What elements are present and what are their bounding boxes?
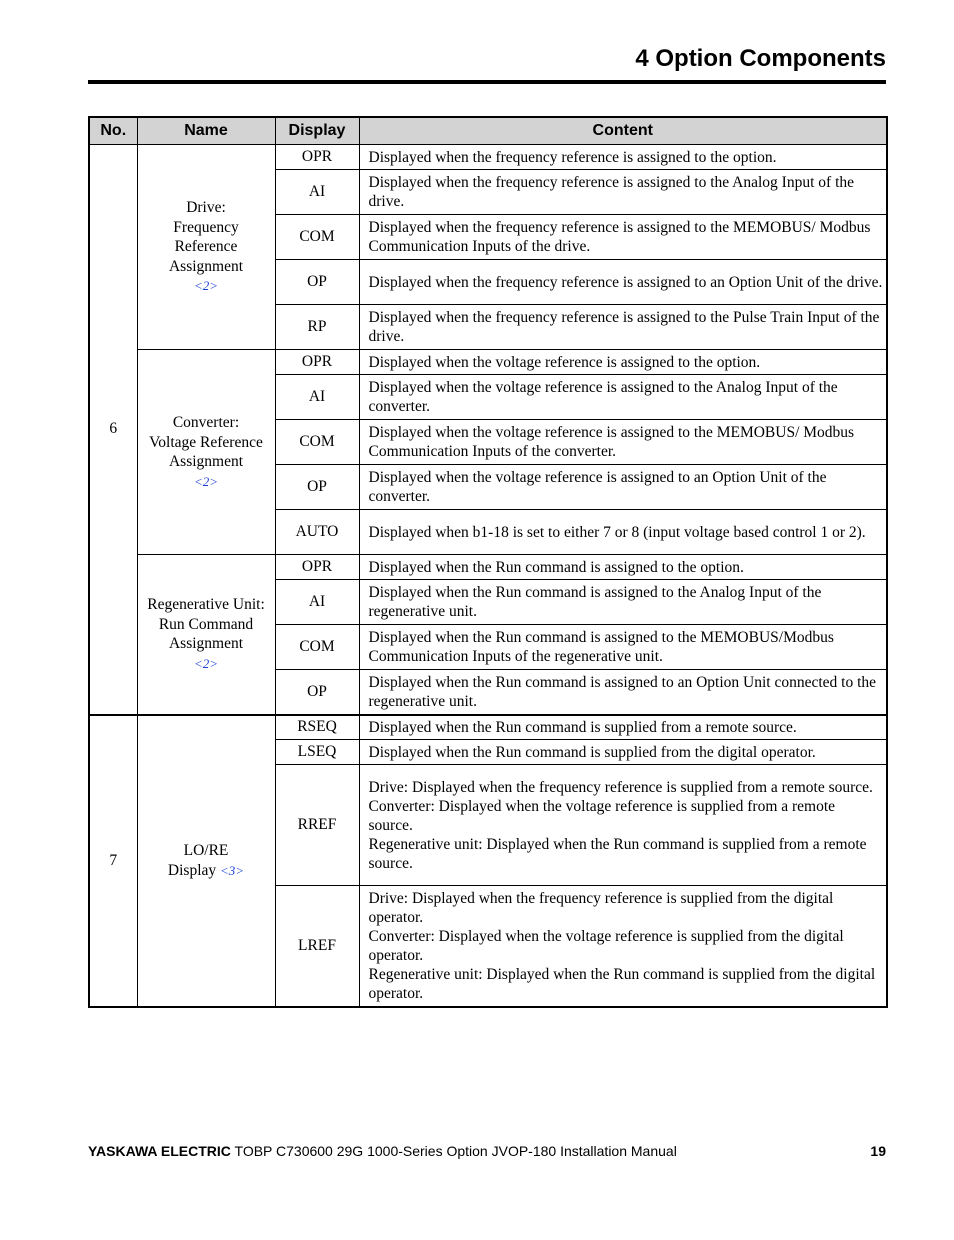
content-text: Displayed when the frequency reference is assigned to the Pulse Train Input of the drive.	[359, 305, 887, 350]
name-cell	[137, 145, 275, 350]
name-line: Assignment	[168, 453, 244, 470]
option-components-table	[88, 116, 888, 1008]
display-code: AI	[275, 580, 359, 625]
group-number: 7	[89, 715, 137, 1007]
column-header-display: Display	[275, 117, 359, 145]
display-code: COM	[275, 215, 359, 260]
content-line: Converter: Displayed when the voltage reference is supplied from the digital operator.	[368, 927, 844, 964]
content-line: Converter: Displayed when the voltage reference is supplied from a remote source.	[368, 797, 836, 834]
name-line: Frequency	[173, 218, 239, 236]
name-line	[138, 861, 275, 881]
display-code: LSEQ	[275, 740, 359, 765]
column-header-name: Name	[137, 117, 275, 145]
table-header-row	[89, 117, 887, 145]
footer-document-title: TOBP C730600 29G 1000-Series Option JVOP-180 Installation Manual	[234, 1143, 677, 1159]
table-row	[89, 145, 887, 170]
name-line: Voltage Reference	[149, 433, 263, 451]
name-line-text: Display	[167, 861, 217, 879]
name-cell	[137, 555, 275, 715]
display-code: OPR	[275, 145, 359, 170]
display-code: RP	[275, 305, 359, 350]
name-cell	[137, 350, 275, 555]
page-title: 4 Option Components	[635, 45, 886, 72]
footer-brand: YASKAWA ELECTRIC	[88, 1143, 231, 1159]
name-line: Assignment	[168, 635, 244, 653]
content-text	[359, 765, 887, 886]
footnote-link[interactable]: <2>	[193, 278, 219, 294]
name-cell	[137, 715, 275, 1007]
column-header-content: Content	[359, 117, 887, 145]
name-line: LO/RE	[183, 842, 229, 859]
display-code: RREF	[275, 765, 359, 886]
name-line: Run Command	[158, 615, 254, 633]
display-code: AUTO	[275, 510, 359, 555]
footnote-link[interactable]: <3>	[220, 862, 245, 878]
content-line: Drive: Displayed when the frequency reference is supplied from a remote source.	[368, 778, 873, 796]
footnote-link[interactable]: <2>	[193, 473, 219, 489]
table-row	[89, 555, 887, 580]
content-text: Displayed when the Run command is supplied from a remote source.	[359, 715, 887, 740]
content-line: Regenerative unit: Displayed when the Run command is supplied from a remote source.	[368, 835, 867, 872]
name-line: Reference	[174, 238, 238, 256]
content-text: Displayed when the frequency reference is assigned to the option.	[359, 145, 887, 170]
content-text: Displayed when the voltage reference is assigned to the MEMOBUS/ Modbus Communication Inputs of the converter.	[359, 420, 887, 465]
display-code: OPR	[275, 555, 359, 580]
content-text: Displayed when the Run command is assigned to the Analog Input of the regenerative unit.	[359, 580, 887, 625]
content-text	[359, 886, 887, 1007]
group-number: 6	[89, 145, 137, 715]
content-text: Displayed when the Run command is assigned to an Option Unit connected to the regenerative unit.	[359, 670, 887, 715]
table-row	[89, 715, 887, 740]
display-code: OP	[275, 260, 359, 305]
page-footer	[88, 1143, 886, 1163]
display-code: COM	[275, 625, 359, 670]
content-text: Displayed when b1-18 is set to either 7 or 8 (input voltage based control 1 or 2).	[359, 510, 887, 555]
name-line: Assignment	[168, 257, 244, 275]
display-code: OPR	[275, 350, 359, 375]
display-code: LREF	[275, 886, 359, 1007]
name-line: Regenerative Unit:	[147, 596, 265, 614]
content-text: Displayed when the frequency reference is assigned to the Analog Input of the drive.	[359, 170, 887, 215]
content-line: Drive: Displayed when the frequency reference is supplied from the digital operator.	[368, 889, 834, 926]
display-code: AI	[275, 170, 359, 215]
name-line: Converter:	[172, 414, 240, 431]
name-line: Drive:	[186, 199, 226, 217]
page-number: 19	[870, 1143, 886, 1159]
footnote-link[interactable]: <2>	[193, 655, 219, 671]
content-text: Displayed when the Run command is supplied from the digital operator.	[359, 740, 887, 765]
content-text: Displayed when the frequency reference is assigned to the MEMOBUS/ Modbus Communication Inputs of the drive.	[359, 215, 887, 260]
display-code: OP	[275, 670, 359, 715]
display-code: AI	[275, 375, 359, 420]
content-text: Displayed when the voltage reference is assigned to an Option Unit of the converter.	[359, 465, 887, 510]
content-line: Regenerative unit: Displayed when the Run command is supplied from the digital operator.	[368, 965, 876, 1002]
column-header-no: No.	[89, 117, 137, 145]
display-code: RSEQ	[275, 715, 359, 740]
display-code: COM	[275, 420, 359, 465]
content-text: Displayed when the frequency reference is assigned to an Option Unit of the drive.	[359, 260, 887, 305]
content-text: Displayed when the Run command is assigned to the option.	[359, 555, 887, 580]
page-header	[88, 44, 886, 84]
display-code: OP	[275, 465, 359, 510]
content-text: Displayed when the voltage reference is assigned to the Analog Input of the converter.	[359, 375, 887, 420]
content-text: Displayed when the Run command is assigned to the MEMOBUS/Modbus Communication Inputs of the regenerative unit.	[359, 625, 887, 670]
content-text: Displayed when the voltage reference is assigned to the option.	[359, 350, 887, 375]
table-row	[89, 350, 887, 375]
